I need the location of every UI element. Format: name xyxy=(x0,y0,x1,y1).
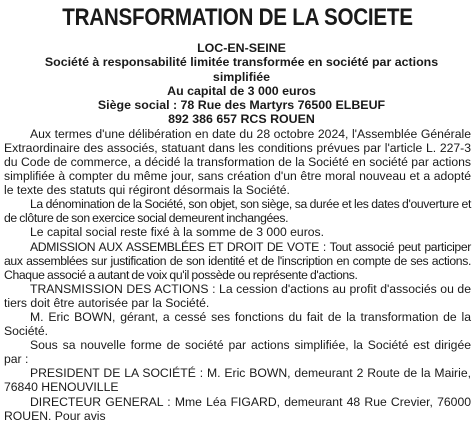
paragraph-president: PRESIDENT DE LA SOCIÉTÉ : M. Eric BOWN, demeurant 2 Route de la Mairie, 76840 HENOUVILLE xyxy=(4,366,471,395)
notice-title: TRANSFORMATION DE LA SOCIETE xyxy=(62,4,413,31)
notice-body xyxy=(4,127,471,423)
company-header xyxy=(4,41,471,127)
paragraph-deliberation: Aux termes d'une délibération en date du 28 octobre 2024, l'Assemblée Générale Extraordinaire des associés, statuant dans les conditions prévues par l'article L. 227-3 du Code de commerce, a décidé la transformation de la Société en société par actions simplifiée à compter du même jour, sans création d'un être moral nouveau et a adopté le texte des statuts qui régiront désormais la Société. xyxy=(4,126,471,198)
paragraph-manager: M. Eric BOWN, gérant, a cessé ses fonctions du fait de la transformation de la Société. xyxy=(4,310,471,339)
paragraph-capital: Le capital social reste fixé à la somme de 3 000 euros. xyxy=(30,225,325,240)
company-form-line-1: Société à responsabilité limitée transformée en société par actions xyxy=(44,55,439,70)
company-name: LOC-EN-SEINE xyxy=(197,41,286,55)
paragraph-admission: ADMISSION AUX ASSEMBLÉES ET DROIT DE VOTE : Tout associé peut participer aux assemblées sur justification de son identité et de l'inscription en compte de ses actions. Chaque associé a autant de voix qu'il possède ou représente d'actions. xyxy=(4,239,471,282)
company-seat: Siège social : 78 Rue des Martyrs 76500 ELBEUF xyxy=(97,98,386,113)
company-form-line-2: simplifiée xyxy=(212,69,271,84)
paragraph-denomination: La dénomination de la Société, son objet, son siège, sa durée et les dates d'ouverture et de clôture de son exercice social demeurent inchangées. xyxy=(4,197,471,226)
paragraph-transmission: TRANSMISSION DES ACTIONS : La cession d'actions au profit d'associés ou de tiers doit être autorisée par la Société. xyxy=(4,281,471,310)
paragraph-new-form: Sous sa nouvelle forme de société par actions simplifiée, la Société est dirigée par : xyxy=(4,338,471,367)
paragraph-director: DIRECTEUR GENERAL : Mme Léa FIGARD, demeurant 48 Rue Crevier, 76000 ROUEN. Pour avis xyxy=(4,394,471,423)
company-rcs: 892 386 657 RCS ROUEN xyxy=(168,112,315,127)
company-capital: Au capital de 3 000 euros xyxy=(167,83,316,98)
